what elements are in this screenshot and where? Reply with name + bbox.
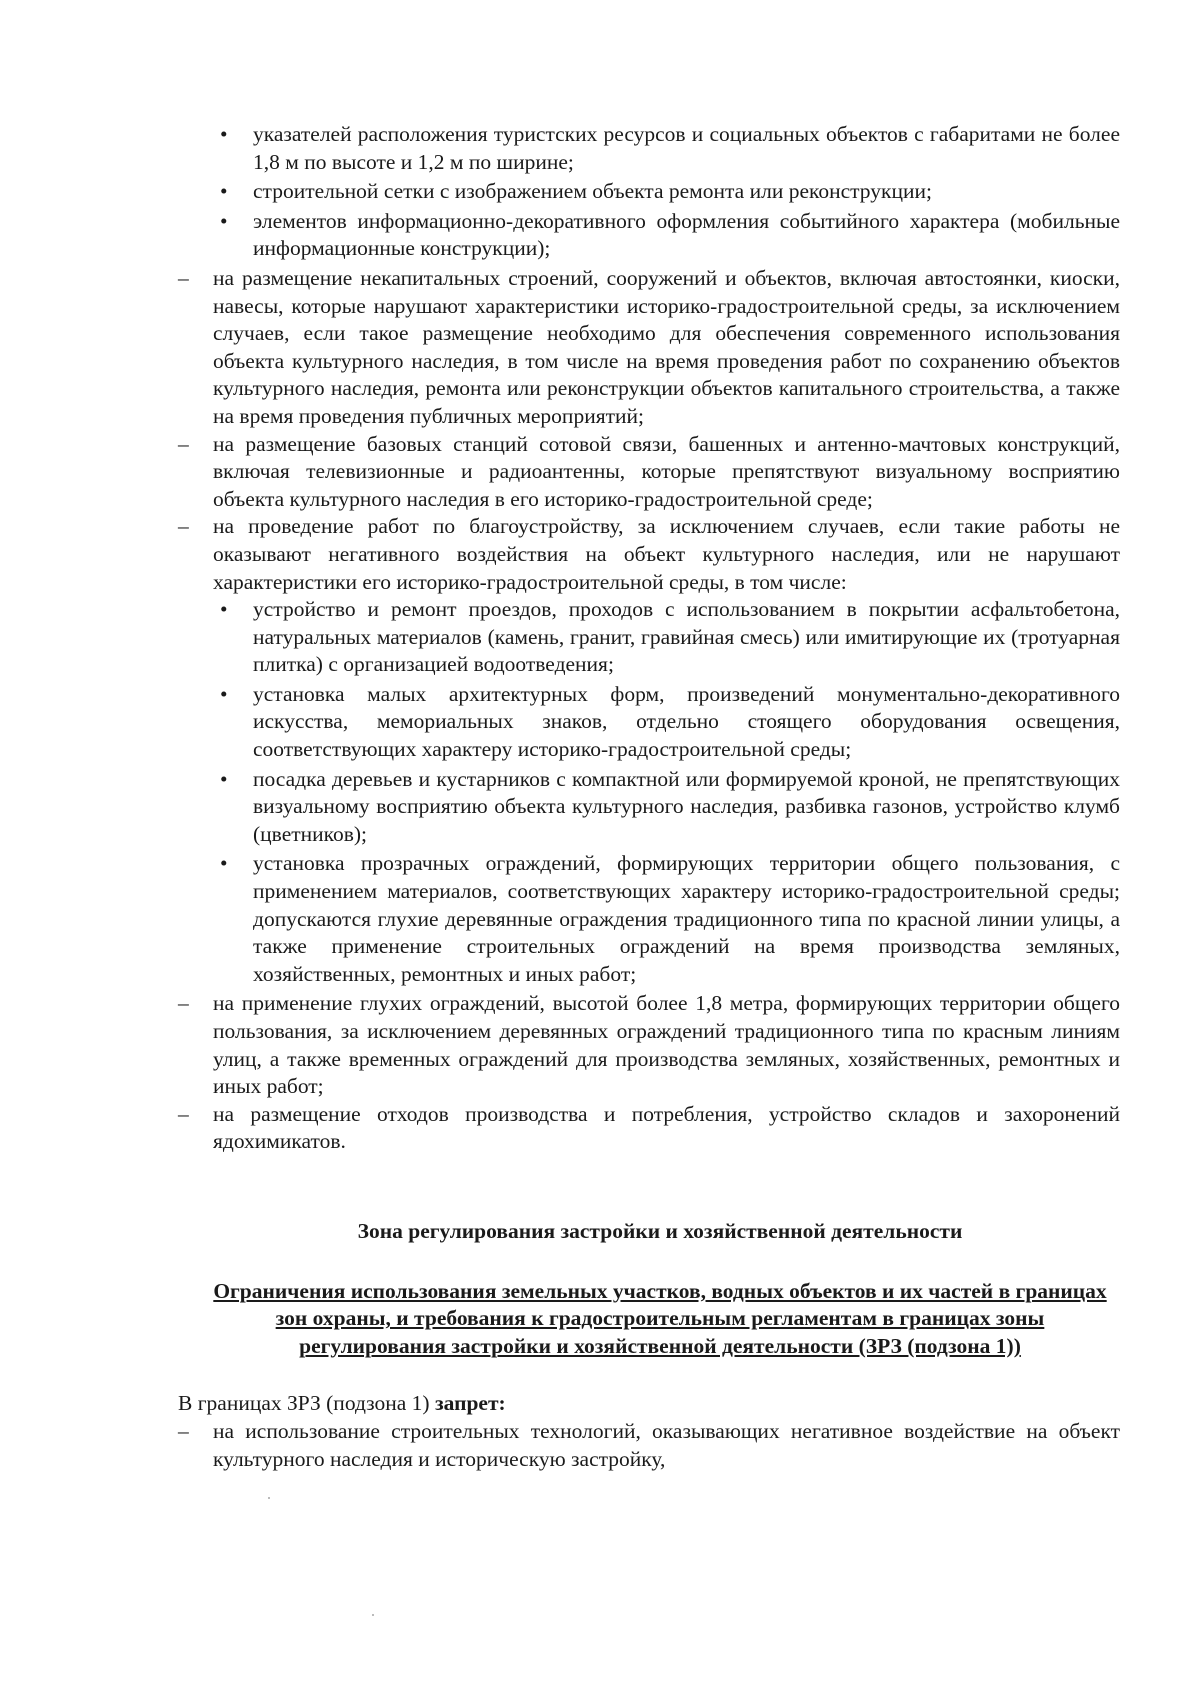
list-item-text: устройство и ремонт проездов, проходов с использованием в покрытии асфальтобетона, натуральных материалов (камень, гранит, гравийная смесь) или имитирующие их (тротуарная плитка) с организацией водоотведения;: [253, 597, 1120, 677]
intro-paragraph: [178, 1390, 1120, 1418]
bullet-icon: •: [220, 681, 228, 706]
prohibition-item: [178, 1418, 1120, 1473]
dash-icon: –: [178, 514, 189, 539]
prohibition-text: на проведение работ по благоустройству, за исключением случаев, если такие работы не оказывают негативного воздействия на объект культурного наследия, или не нарушают характеристики его историко-градостроительной среды, в том числе:: [213, 514, 1120, 594]
prohibition-text: на размещение базовых станций сотовой связи, башенных и антенно-мачтовых конструкций, включая телевизионные и радиоантенны, которые препятствуют визуальному восприятию объекта культурного наследия в его историко-градостроительной среде;: [213, 431, 1120, 511]
dash-icon: –: [178, 991, 189, 1016]
prohibition-item: [178, 431, 1120, 514]
list-item-text: указателей расположения туристских ресурсов и социальных объектов с габаритами не более 1,8 м по высоте и 1,2 м по ширине;: [253, 122, 1120, 174]
list-item-text: установка прозрачных ограждений, формирующих территории общего пользования, с применением материалов, соответствующих характеру историко-градостроительной среды; допускаются глухие деревянные ограждения традиционного типа по красной линии улицы, а также применение строительных ограждений на время производства земляных, хозяйственных, ремонтных и иных работ;: [253, 851, 1120, 986]
list-item-text: элементов информационно-декоративного оформления событийного характера (мобильные информационные конструкции);: [253, 208, 1120, 261]
dash-icon: –: [178, 1418, 189, 1443]
section-heading: Зона регулирования застройки и хозяйственной деятельности: [357, 1218, 963, 1243]
dash-icon: –: [178, 265, 189, 290]
prohibition-item: [178, 513, 1120, 596]
list-item: [178, 596, 1120, 679]
bullet-icon: •: [220, 179, 228, 204]
dash-icon: –: [178, 1101, 189, 1126]
prohibition-text: на использование строительных технологий, оказывающих негативное воздействие на объект культурного наследия и историческую застройку,: [213, 1418, 1120, 1471]
list-item: [178, 121, 1120, 176]
section-subheading: Ограничения использования земельных участков, водных объектов и их частей в границах зон охраны, и требования к градостроительным регламентам в границах зоны регулирования застройки и хозяйственной деятельности (ЗРЗ (подзона 1)): [213, 1278, 1107, 1358]
prohibition-text: на применение глухих ограждений, высотой более 1,8 метра, формирующих территории общего пользования, за исключением деревянных ограждений традиционного типа по красным линиям улиц, а также временных ограждений для производства земляных, хозяйственных, ремонтных и иных работ;: [213, 991, 1120, 1099]
dash-icon: –: [178, 431, 189, 456]
scan-speck: [268, 1497, 270, 1499]
bullet-icon: •: [220, 851, 228, 876]
document-body: [178, 121, 1120, 1473]
list-item: [178, 766, 1120, 849]
list-item-text: строительной сетки с изображением объекта ремонта или реконструкции;: [253, 179, 932, 204]
bullet-icon: •: [220, 766, 228, 791]
intro-bold-text: запрет:: [434, 1391, 506, 1416]
prohibition-item: [178, 265, 1120, 431]
list-item-text: установка малых архитектурных форм, произведений монументально-декоративного искусства, мемориальных знаков, отдельно стоящего оборудования освещения, соответствующих характеру историко-градостроительной среды;: [253, 681, 1120, 762]
intro-text: В границах ЗРЗ (подзона 1): [178, 1391, 435, 1416]
prohibition-text: на размещение некапитальных строений, сооружений и объектов, включая автостоянки, киоски, навесы, которые нарушают характеристики историко-градостроительной среды, за исключением случаев, если такое размещение необходимо для обеспечения современного использования объекта культурного наследия, в том числе на время проведения работ по сохранению объектов культурного наследия, ремонта или реконструкции объектов капитального строительства, а также на время проведения публичных мероприятий;: [213, 265, 1120, 428]
prohibition-text: на размещение отходов производства и потребления, устройство складов и захоронений ядохимикатов.: [213, 1101, 1120, 1154]
prohibition-item: [178, 1101, 1120, 1156]
list-item: [178, 178, 1120, 206]
scan-speck: [372, 1614, 374, 1616]
bullet-icon: •: [220, 122, 228, 146]
bullet-icon: •: [220, 597, 228, 622]
list-item: [178, 850, 1120, 988]
prohibition-item: [178, 990, 1120, 1100]
list-item: [178, 208, 1120, 263]
bullet-icon: •: [220, 208, 228, 233]
list-item: [178, 681, 1120, 764]
list-item-text: посадка деревьев и кустарников с компактной или формируемой кроной, не препятствующих визуальному восприятию объекта культурного наследия, разбивка газонов, устройство клумб (цветников);: [253, 766, 1120, 846]
